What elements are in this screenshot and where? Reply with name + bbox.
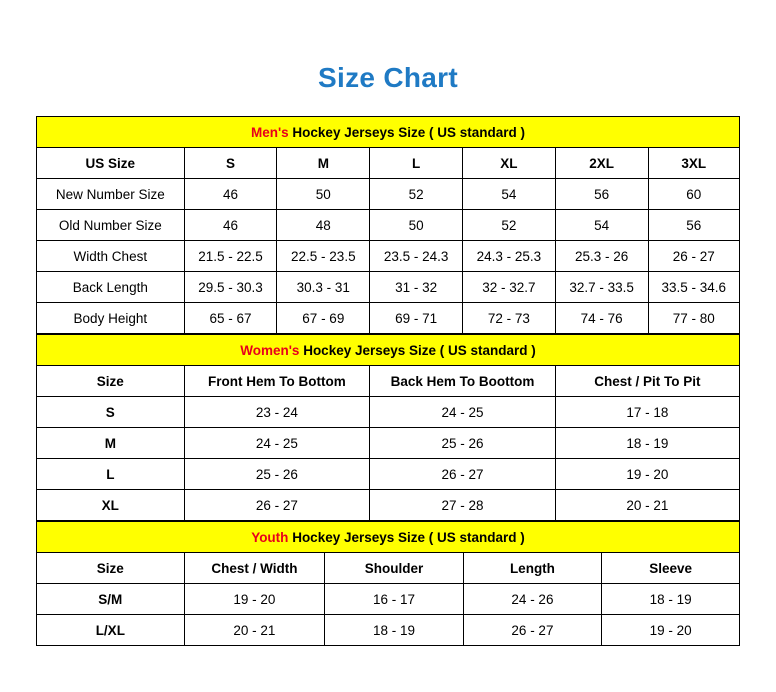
size-chart-tables <box>36 116 740 646</box>
table-banner-row <box>37 335 740 366</box>
womens-r0-c0: S <box>37 397 185 428</box>
mens-r3-c2: 30.3 - 31 <box>277 272 370 303</box>
mens-r1-c4: 52 <box>462 210 555 241</box>
youth-header-4: Sleeve <box>602 553 740 584</box>
youth-r1-c4: 19 - 20 <box>602 615 740 646</box>
youth-r0-c3: 24 - 26 <box>463 584 601 615</box>
mens-r2-c4: 24.3 - 25.3 <box>462 241 555 272</box>
mens-header-0: US Size <box>37 148 185 179</box>
table-header-row <box>37 366 740 397</box>
womens-r0-c3: 17 - 18 <box>555 397 739 428</box>
table-banner-row <box>37 522 740 553</box>
table-row <box>37 272 740 303</box>
mens-r1-c1: 46 <box>184 210 277 241</box>
youth-r0-c1: 19 - 20 <box>184 584 325 615</box>
table-row <box>37 490 740 521</box>
mens-r2-c3: 23.5 - 24.3 <box>370 241 463 272</box>
mens-r4-c4: 72 - 73 <box>462 303 555 334</box>
youth-r1-c2: 18 - 19 <box>325 615 463 646</box>
womens-r2-c3: 19 - 20 <box>555 459 739 490</box>
womens-banner <box>37 335 740 366</box>
page-title: Size Chart <box>318 62 458 93</box>
mens-banner-rest: Hockey Jerseys Size ( US standard ) <box>288 124 526 140</box>
womens-r0-c2: 24 - 25 <box>370 397 556 428</box>
mens-r4-c1: 65 - 67 <box>184 303 277 334</box>
youth-header-3: Length <box>463 553 601 584</box>
youth-r1-c0: L/XL <box>37 615 185 646</box>
mens-size-table <box>36 116 740 334</box>
mens-r0-c2: 50 <box>277 179 370 210</box>
mens-r0-c0: New Number Size <box>37 179 185 210</box>
mens-header-5: 2XL <box>555 148 648 179</box>
table-row <box>37 584 740 615</box>
mens-r3-c6: 33.5 - 34.6 <box>648 272 739 303</box>
mens-r2-c0: Width Chest <box>37 241 185 272</box>
mens-r1-c2: 48 <box>277 210 370 241</box>
mens-header-6: 3XL <box>648 148 739 179</box>
youth-header-2: Shoulder <box>325 553 463 584</box>
mens-r0-c6: 60 <box>648 179 739 210</box>
womens-size-table <box>36 334 740 521</box>
mens-r1-c5: 54 <box>555 210 648 241</box>
youth-r0-c0: S/M <box>37 584 185 615</box>
youth-banner-accent: Youth <box>251 529 289 545</box>
youth-r0-c4: 18 - 19 <box>602 584 740 615</box>
womens-r3-c3: 20 - 21 <box>555 490 739 521</box>
youth-banner <box>37 522 740 553</box>
table-row <box>37 459 740 490</box>
mens-r1-c6: 56 <box>648 210 739 241</box>
mens-r1-c3: 50 <box>370 210 463 241</box>
youth-size-table <box>36 521 740 646</box>
womens-r2-c0: L <box>37 459 185 490</box>
womens-r2-c1: 25 - 26 <box>184 459 370 490</box>
mens-r4-c5: 74 - 76 <box>555 303 648 334</box>
womens-r1-c0: M <box>37 428 185 459</box>
mens-r0-c5: 56 <box>555 179 648 210</box>
mens-banner <box>37 117 740 148</box>
mens-r4-c3: 69 - 71 <box>370 303 463 334</box>
table-row <box>37 179 740 210</box>
womens-r1-c2: 25 - 26 <box>370 428 556 459</box>
mens-banner-accent: Men's <box>250 124 289 140</box>
womens-r1-c1: 24 - 25 <box>184 428 370 459</box>
womens-banner-accent: Women's <box>240 342 300 358</box>
mens-r3-c5: 32.7 - 33.5 <box>555 272 648 303</box>
mens-r3-c3: 31 - 32 <box>370 272 463 303</box>
mens-header-2: M <box>277 148 370 179</box>
womens-header-1: Front Hem To Bottom <box>184 366 370 397</box>
womens-header-3: Chest / Pit To Pit <box>555 366 739 397</box>
youth-header-1: Chest / Width <box>184 553 325 584</box>
table-row <box>37 428 740 459</box>
table-row <box>37 397 740 428</box>
womens-r3-c0: XL <box>37 490 185 521</box>
mens-r3-c4: 32 - 32.7 <box>462 272 555 303</box>
womens-r1-c3: 18 - 19 <box>555 428 739 459</box>
table-banner-row <box>37 117 740 148</box>
mens-r3-c1: 29.5 - 30.3 <box>184 272 277 303</box>
mens-r4-c2: 67 - 69 <box>277 303 370 334</box>
youth-r1-c3: 26 - 27 <box>463 615 601 646</box>
mens-r3-c0: Back Length <box>37 272 185 303</box>
mens-header-1: S <box>184 148 277 179</box>
mens-r1-c0: Old Number Size <box>37 210 185 241</box>
table-header-row <box>37 553 740 584</box>
table-header-row <box>37 148 740 179</box>
womens-r0-c1: 23 - 24 <box>184 397 370 428</box>
womens-header-2: Back Hem To Boottom <box>370 366 556 397</box>
womens-r3-c2: 27 - 28 <box>370 490 556 521</box>
youth-r0-c2: 16 - 17 <box>325 584 463 615</box>
womens-r3-c1: 26 - 27 <box>184 490 370 521</box>
table-row <box>37 210 740 241</box>
mens-r4-c0: Body Height <box>37 303 185 334</box>
youth-r1-c1: 20 - 21 <box>184 615 325 646</box>
mens-header-3: L <box>370 148 463 179</box>
mens-r2-c6: 26 - 27 <box>648 241 739 272</box>
table-row <box>37 303 740 334</box>
womens-header-0: Size <box>37 366 185 397</box>
mens-header-4: XL <box>462 148 555 179</box>
mens-r0-c1: 46 <box>184 179 277 210</box>
mens-r2-c5: 25.3 - 26 <box>555 241 648 272</box>
table-row <box>37 241 740 272</box>
mens-r2-c1: 21.5 - 22.5 <box>184 241 277 272</box>
womens-banner-rest: Hockey Jerseys Size ( US standard ) <box>299 342 536 358</box>
womens-r2-c2: 26 - 27 <box>370 459 556 490</box>
youth-banner-rest: Hockey Jerseys Size ( US standard ) <box>288 529 525 545</box>
youth-header-0: Size <box>37 553 185 584</box>
mens-r2-c2: 22.5 - 23.5 <box>277 241 370 272</box>
mens-r0-c4: 54 <box>462 179 555 210</box>
mens-r0-c3: 52 <box>370 179 463 210</box>
table-row <box>37 615 740 646</box>
mens-r4-c6: 77 - 80 <box>648 303 739 334</box>
